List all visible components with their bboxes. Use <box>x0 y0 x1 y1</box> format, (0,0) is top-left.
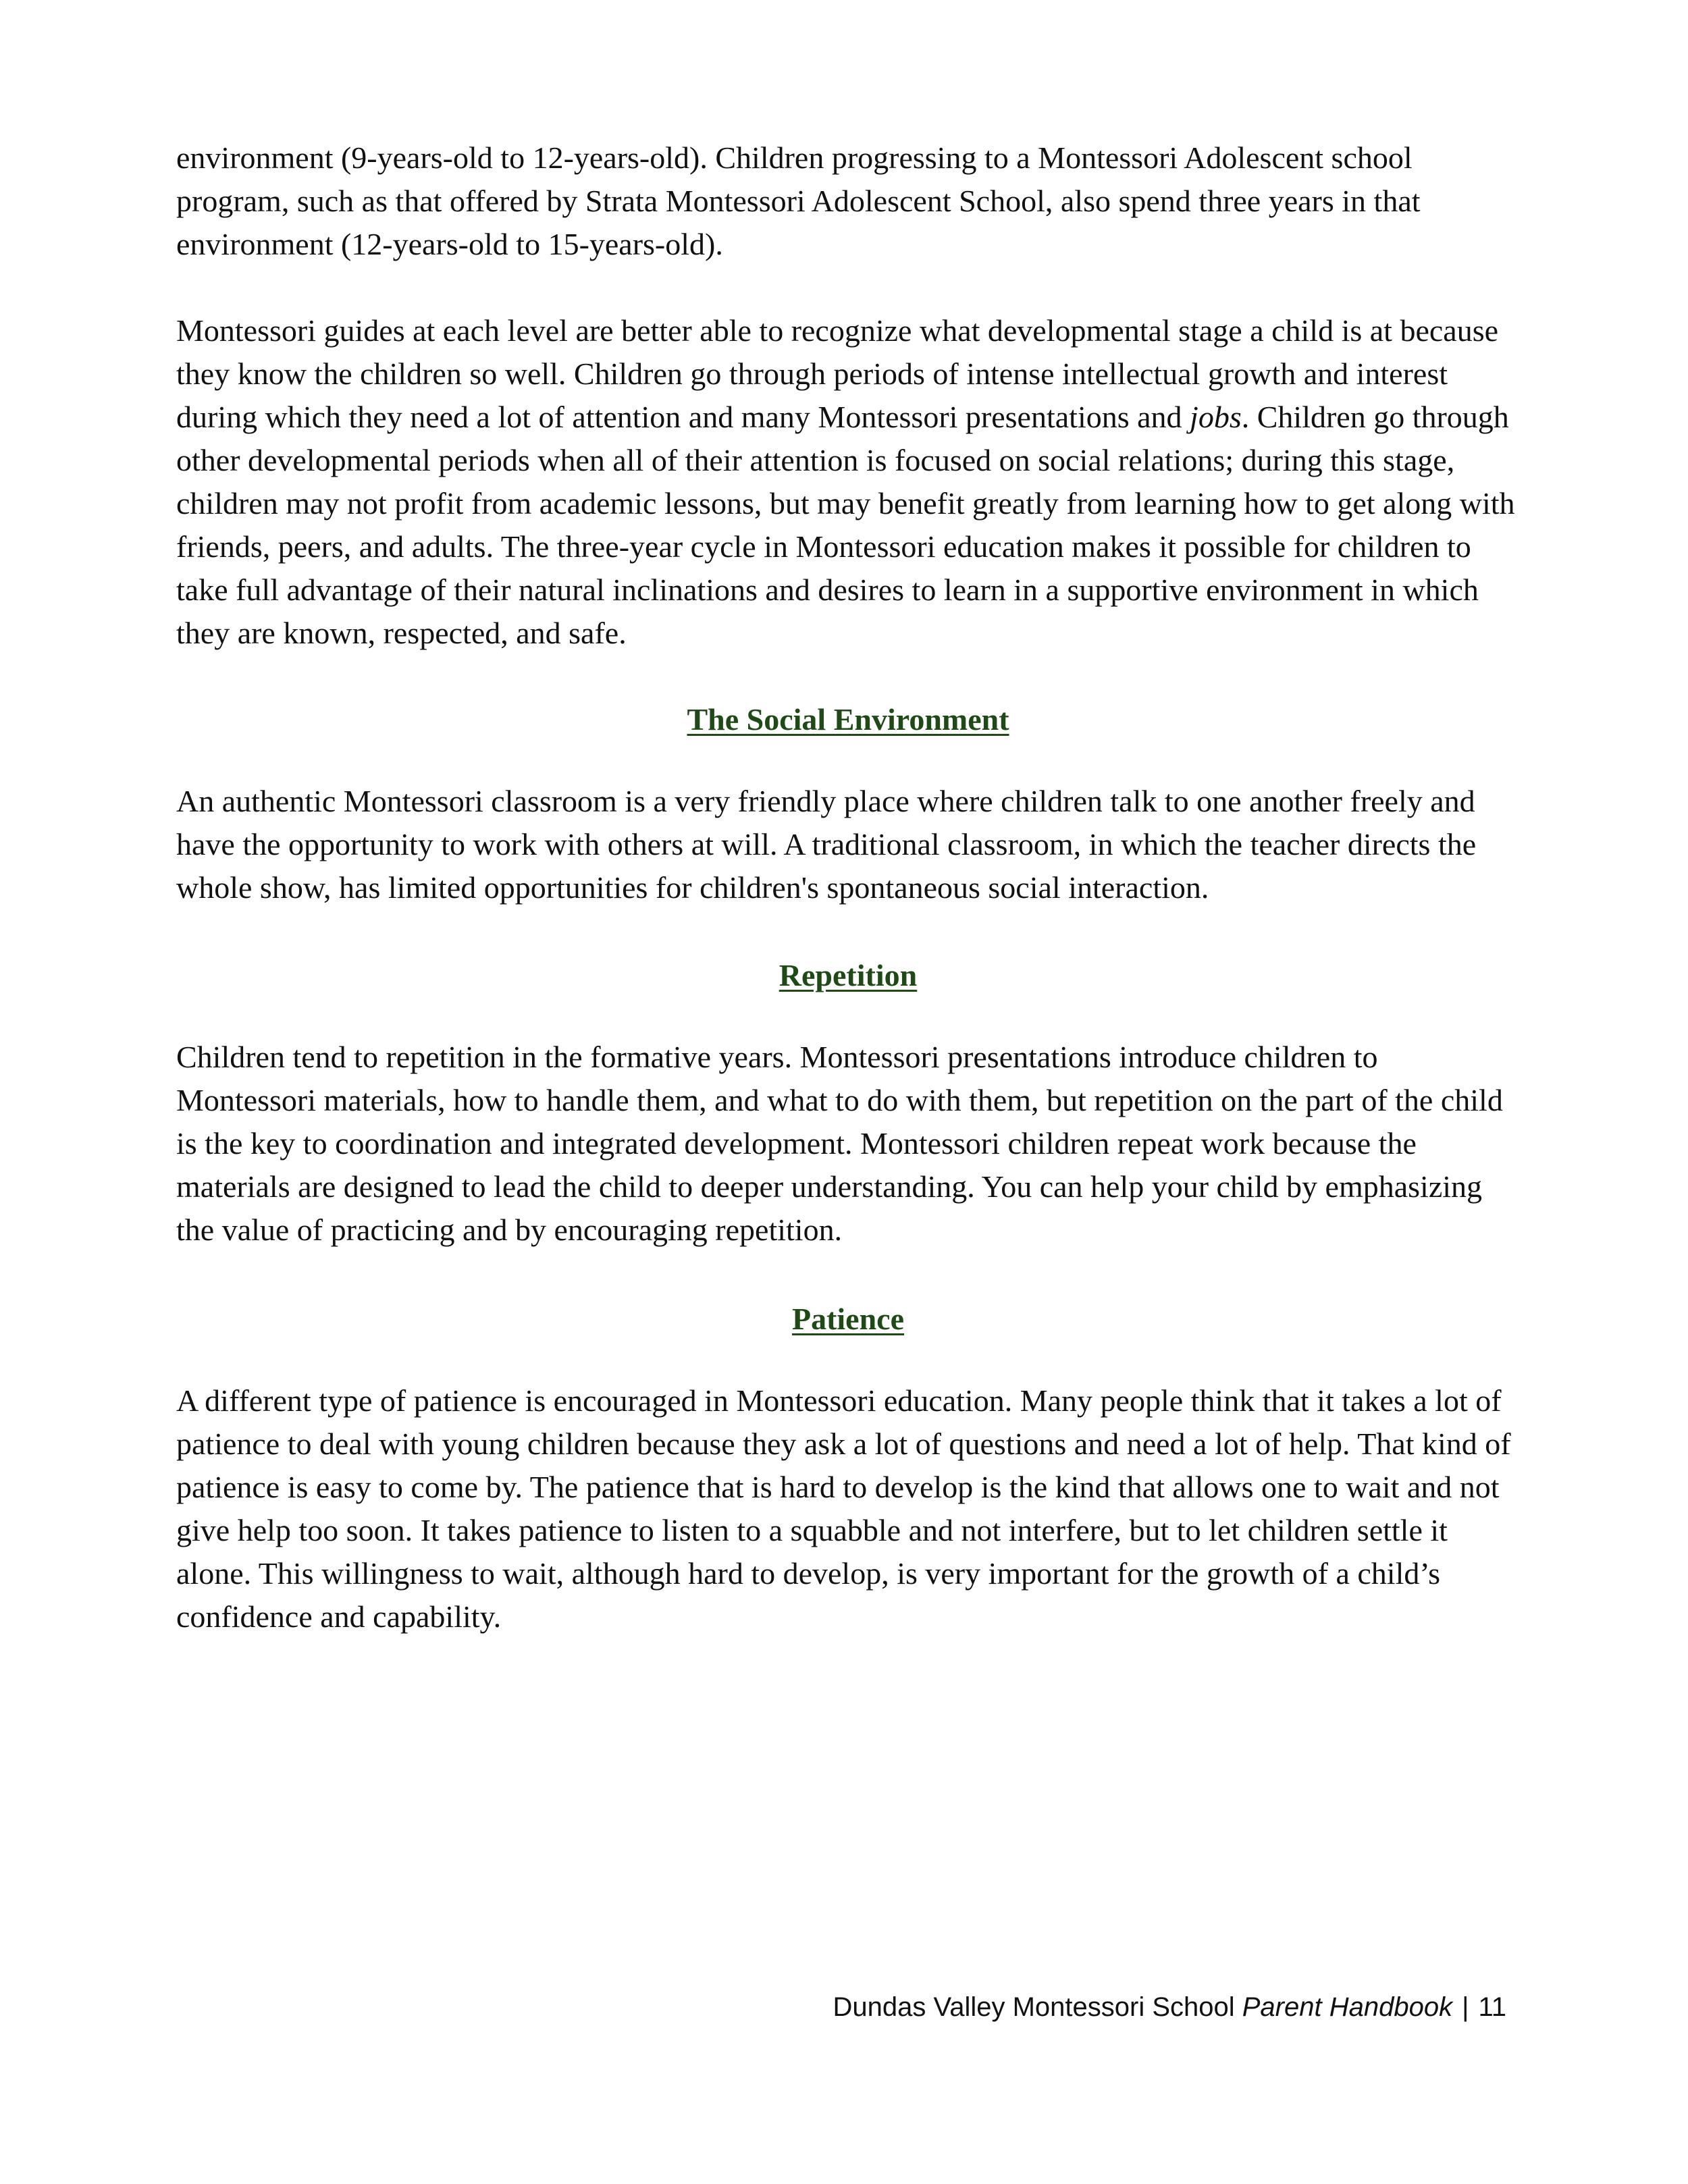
page-footer <box>0 1988 1506 2026</box>
page-number: 11 <box>1478 1992 1506 2022</box>
intro-paragraph: environment (9-years-old to 12-years-old). Children progressing to a Montessori Adolescent school program, such as that offered by Strata Montessori Adolescent School, also spend three years in that environment (12-years-old to 15-years-old). <box>176 140 1421 261</box>
guides-text-start: Montessori guides at each level are better able to recognize what developmental stage a child is at because they know the children so well. Children go through periods of intense intellectual growth and interest during which they need a lot of attention and many Montessori presentations and <box>176 313 1499 434</box>
jobs-emphasis: jobs <box>1190 400 1242 434</box>
page-body <box>176 136 1520 1639</box>
patience-heading: Patience <box>791 1302 905 1336</box>
footer-document-title: Parent Handbook <box>1242 1992 1453 2022</box>
guides-text-end: . Children go through other developmental periods when all of their attention is focused on social relations; during this stage, children may not profit from academic lessons, but may benefit greatly from learning how to get along with friends, peers, and adults. The three-year cycle in Montessori education makes it possible for children to take full advantage of their natural inclinations and desires to learn in a supportive environment in which they are known, respected, and safe. <box>176 400 1515 650</box>
footer-separator: | <box>1462 1992 1469 2022</box>
guides-paragraph <box>176 309 1520 655</box>
repetition-heading: Repetition <box>779 958 918 992</box>
social-environment-heading: The Social Environment <box>687 702 1009 737</box>
social-environment-paragraph: An authentic Montessori classroom is a very friendly place where children talk to one another freely and have the opportunity to work with others at will. A traditional classroom, in which the teacher directs the whole show, has limited opportunities for children's spontaneous social interaction. <box>176 784 1477 905</box>
footer-school-name: Dundas Valley Montessori School <box>833 1992 1235 2022</box>
repetition-paragraph: Children tend to repetition in the formative years. Montessori presentations introduce children to Montessori materials, how to handle them, and what to do with them, but repetition on the part of the child is the key to coordination and integrated development. Montessori children repeat work because the materials are designed to lead the child to deeper understanding. You can help your child by emphasizing the value of practicing and by encouraging repetition. <box>176 1040 1503 1247</box>
patience-paragraph: A different type of patience is encouraged in Montessori education. Many people think that it takes a lot of patience to deal with young children because they ask a lot of questions and need a lot of help. That kind of patience is easy to come by. The patience that is hard to develop is the kind that allows one to wait and not give help too soon. It takes patience to listen to a squabble and not interfere, but to let children settle it alone. This willingness to wait, although hard to develop, is very important for the growth of a child’s confidence and capability. <box>176 1383 1511 1634</box>
